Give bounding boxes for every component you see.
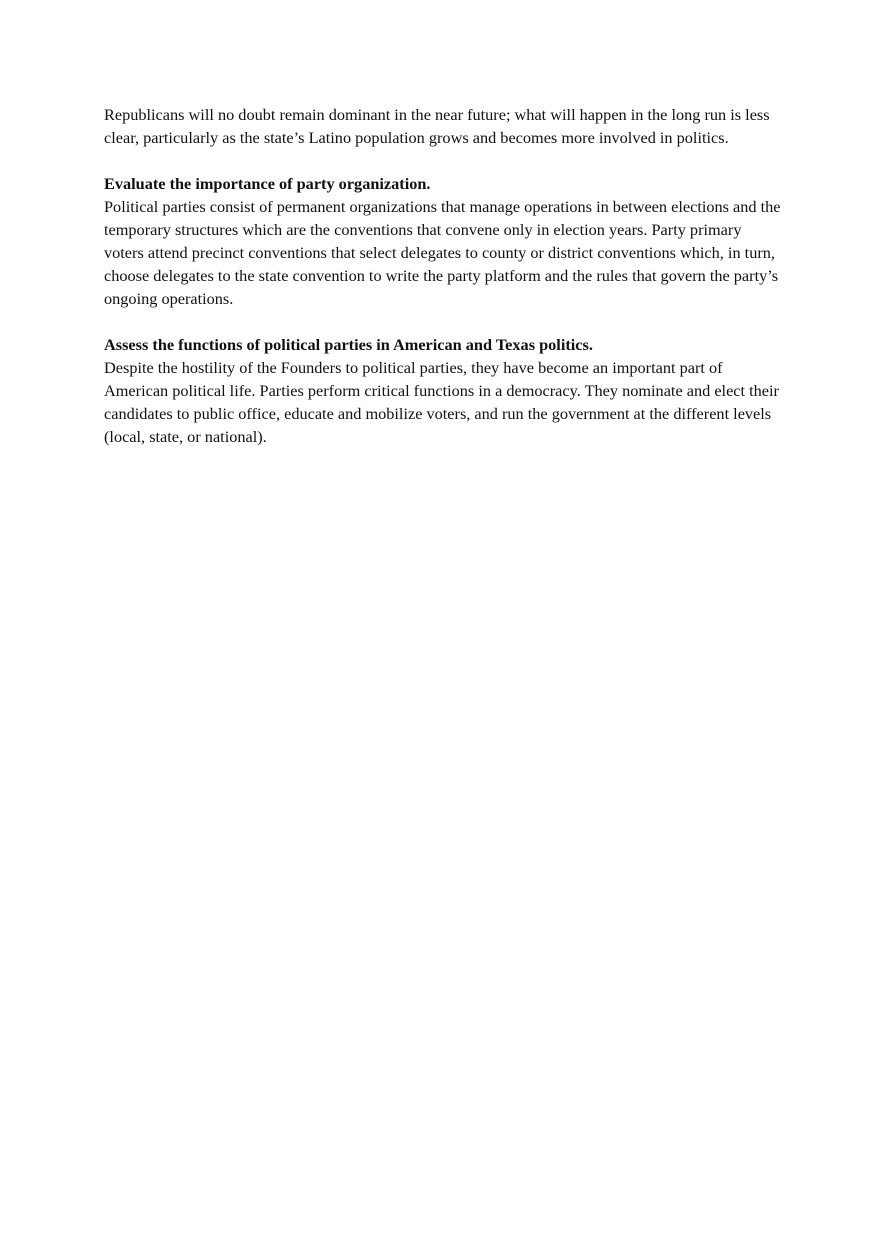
section-party-organization [104,172,784,310]
section-party-functions [104,333,784,448]
section-heading: Assess the functions of political parties in American and Texas politics. [104,335,593,354]
section-heading: Evaluate the importance of party organization. [104,174,431,193]
section-body: Despite the hostility of the Founders to political parties, they have become an important part of American political life. Parties perform critical functions in a democracy. They nominate and elect their candidates to public office, educate and mobilize voters, and run the government at the different levels (local, state, or national). [104,358,779,446]
document-content [104,103,784,448]
intro-paragraph: Republicans will no doubt remain dominant in the near future; what will happen in the long run is less clear, particularly as the state’s Latino population grows and becomes more involved in politics. [104,105,770,147]
section-body: Political parties consist of permanent organizations that manage operations in between elections and the temporary structures which are the conventions that convene only in election years. Party primary voters attend precinct conventions that select delegates to county or district conventions which, in turn, choose delegates to the state convention to write the party platform and the rules that govern the party’s ongoing operations. [104,197,781,308]
